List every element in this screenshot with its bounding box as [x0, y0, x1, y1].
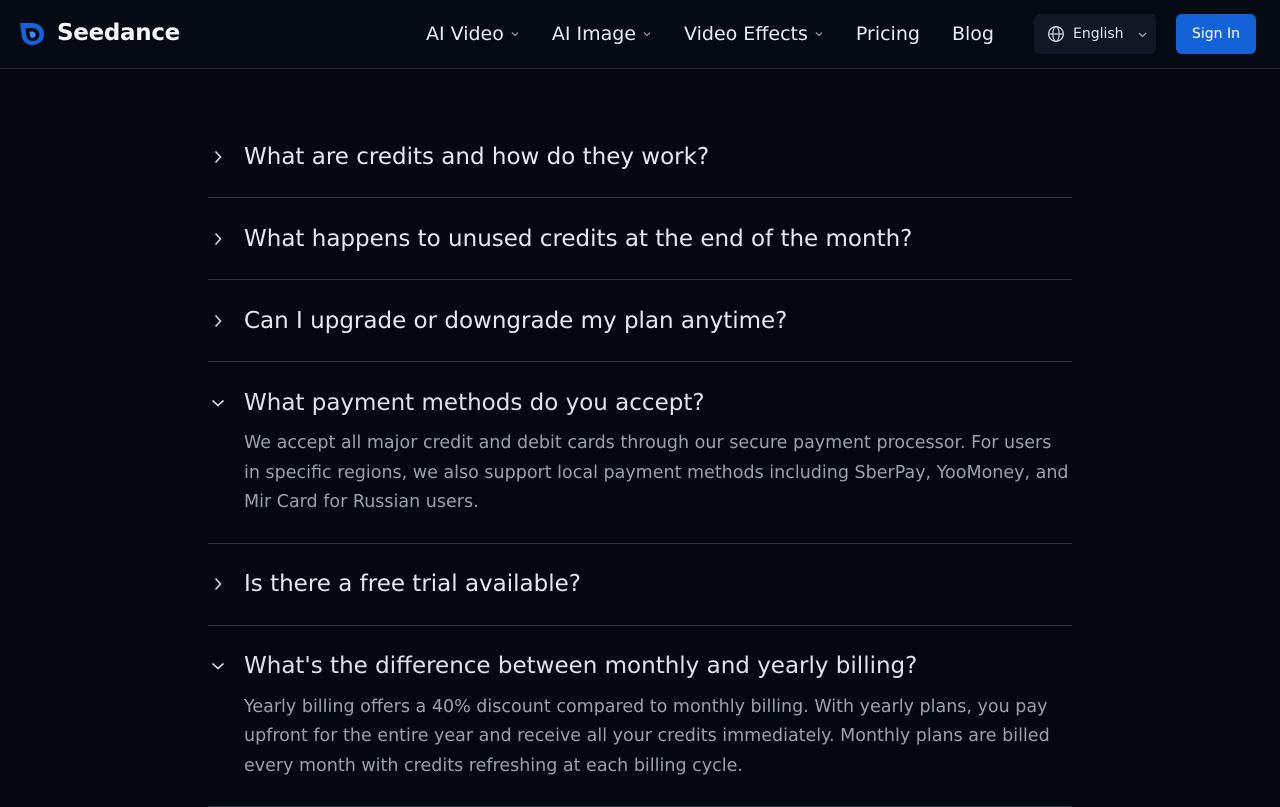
faq-question-toggle[interactable]: [208, 544, 1072, 625]
faq-question: What's the difference between monthly and yearly billing?: [244, 653, 917, 679]
faq-question-toggle[interactable]: [208, 198, 1072, 279]
brand-logo[interactable]: [18, 19, 180, 47]
faq-question: What are credits and how do they work?: [244, 144, 709, 170]
chevron-down-icon: [510, 29, 520, 39]
nav-item-pricing[interactable]: [856, 23, 920, 45]
faq-answer: Yearly billing offers a 40% discount compared to monthly billing. With yearly plans, you pay upfront for the entire year and receive all your credits immediately. Monthly plans are billed every month with credits refreshing at each billing cycle.: [208, 693, 1072, 807]
site-header: [0, 0, 1280, 69]
chevron-right-icon: [208, 574, 228, 594]
faq-item: [208, 116, 1072, 198]
chevron-down-icon: [1137, 29, 1148, 40]
nav-item-label: Video Effects: [684, 23, 808, 45]
chevron-down-icon: [208, 656, 228, 676]
faq-item: [208, 544, 1072, 626]
nav-item-label: Pricing: [856, 23, 920, 45]
chevron-down-icon: [208, 393, 228, 413]
chevron-right-icon: [208, 147, 228, 167]
chevron-right-icon: [208, 311, 228, 331]
faq-question: What happens to unused credits at the end of the month?: [244, 226, 912, 252]
faq-item: [208, 198, 1072, 280]
faq-question: Can I upgrade or downgrade my plan anytime?: [244, 308, 787, 334]
nav-item-label: AI Image: [552, 23, 636, 45]
faq-question: Is there a free trial available?: [244, 571, 581, 597]
chevron-down-icon: [642, 29, 652, 39]
faq-answer: We accept all major credit and debit cards through our secure payment processor. For users in specific regions, we also support local payment methods including SberPay, YooMoney, and Mir Card for Russian users.: [208, 429, 1072, 543]
nav-item-video-effects[interactable]: [684, 23, 824, 45]
faq-item: [208, 626, 1072, 807]
nav-item-ai-video[interactable]: [426, 23, 520, 45]
faq-question-toggle[interactable]: [208, 116, 1072, 197]
faq-list: [208, 116, 1072, 807]
nav-item-ai-image[interactable]: [552, 23, 652, 45]
chevron-down-icon: [814, 29, 824, 39]
nav-item-blog[interactable]: [952, 23, 994, 45]
faq-item: [208, 362, 1072, 544]
chevron-right-icon: [208, 229, 228, 249]
main-nav: [426, 0, 1026, 68]
nav-item-label: Blog: [952, 23, 994, 45]
seedance-logo-icon: [18, 19, 46, 47]
language-label: English: [1073, 26, 1124, 42]
brand-name: Seedance: [57, 20, 180, 46]
faq-item: [208, 280, 1072, 362]
faq-question-toggle[interactable]: [208, 280, 1072, 361]
language-selector[interactable]: [1034, 14, 1156, 54]
faq-question: What payment methods do you accept?: [244, 390, 705, 416]
nav-item-label: AI Video: [426, 23, 504, 45]
globe-icon: [1047, 25, 1065, 43]
sign-in-button[interactable]: Sign In: [1176, 14, 1256, 54]
